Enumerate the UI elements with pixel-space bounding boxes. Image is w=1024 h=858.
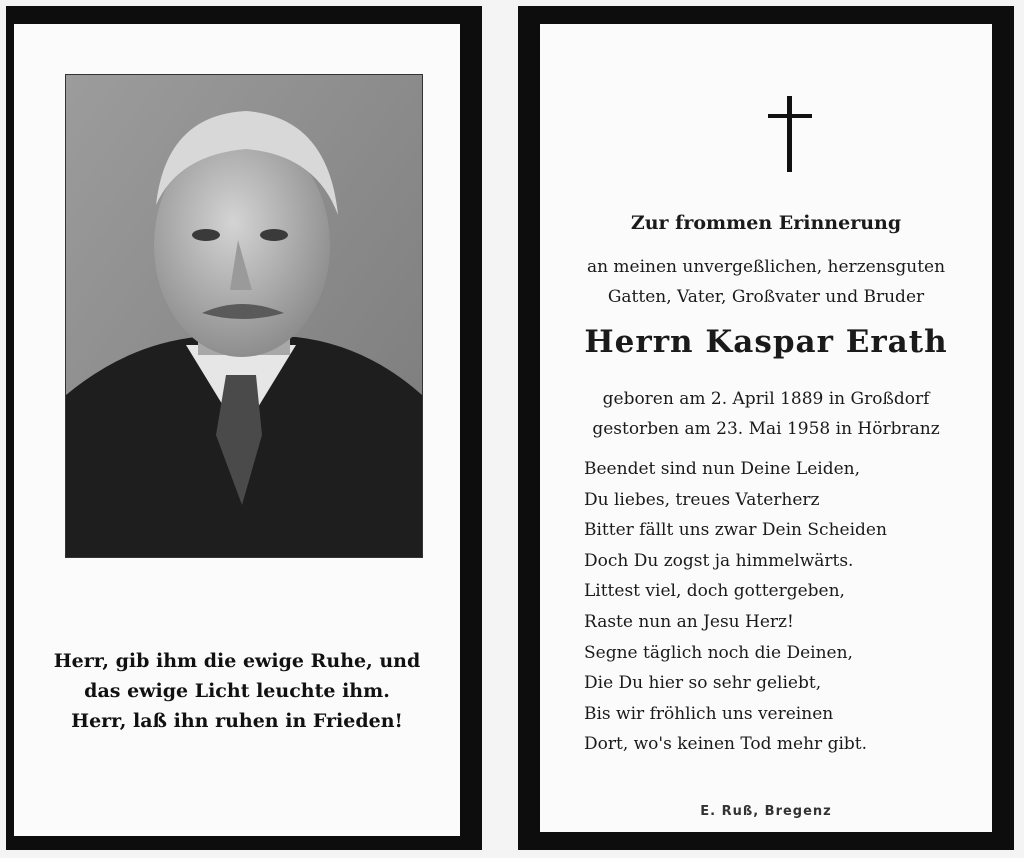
prayer-text [14,646,460,736]
printer-credit: E. Ruß, Bregenz [700,804,832,819]
left-card-border [6,6,482,850]
dedication-text [540,252,992,312]
poem-line: Beendet sind nun Deine Leiden, [584,459,861,479]
memorial-intro: Zur frommen Erinnerung [630,212,902,234]
birth-line: geboren am 2. April 1889 in Großdorf [602,389,930,409]
poem-line: Du liebes, treues Vaterherz [584,489,820,510]
right-card [540,24,992,832]
left-card [14,24,460,836]
poem-line: Dort, wo's keinen Tod mehr gibt. [584,734,868,755]
prayer-line: das ewige Licht leuchte ihm. [84,680,390,702]
life-dates [540,384,992,444]
prayer-line: Herr, laß ihn ruhen in Frieden! [71,710,403,732]
memorial-poem [584,454,887,760]
dedication-line: Gatten, Vater, Großvater und Bruder [607,287,925,307]
poem-line: Die Du hier so sehr geliebt, [584,673,822,694]
poem-line: Bitter fällt uns zwar Dein Scheiden [584,520,887,541]
poem-line: Bis wir fröhlich uns vereinen [584,703,834,724]
poem-line: Segne täglich noch die Deinen, [584,642,853,663]
poem-line: Doch Du zogst ja himmelwärts. [584,550,854,571]
portrait-illustration [66,75,422,557]
right-card-border [518,6,1014,850]
portrait-photo [65,74,423,558]
poem-line: Raste nun an Jesu Herz! [584,611,794,632]
prayer-line: Herr, gib ihm die ewige Ruhe, und [53,650,421,672]
dedication-line: an meinen unvergeßlichen, herzensguten [586,257,946,277]
death-line: gestorben am 23. Mai 1958 in Hörbranz [592,419,940,439]
cross-icon [768,96,812,172]
poem-line: Littest viel, doch gottergeben, [584,581,845,602]
deceased-name: Herrn Kaspar Erath [584,324,948,360]
